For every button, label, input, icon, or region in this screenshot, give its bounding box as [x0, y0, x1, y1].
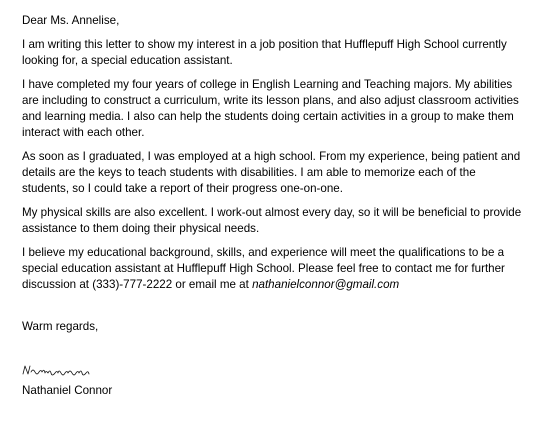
signer-name: Nathaniel Connor	[22, 384, 113, 397]
paragraph-intro: I am writing this letter to show my interest in a job position that Hufflepuff High School currently looking for, a special education assistant.	[22, 38, 507, 67]
closing: Warm regards,	[22, 320, 99, 333]
paragraph-education: I have completed my four years of college in English Learning and Teaching majors. My abilities are including to construct a curriculum, write its lesson plans, and also adjust classroom activities and learning media. I also can help the students doing certain activities in a group to make them interact with each other.	[22, 78, 519, 139]
email-address: nathanielconnor@gmail.com	[252, 278, 400, 291]
paragraph-experience: As soon as I graduated, I was employed at a high school. From my experience, being patient and details are the keys to teach students with disabilities. I am able to memorize each of the students, so I could take a report of their progress one-on-one.	[22, 150, 521, 195]
contact-text: I believe my educational background, skills, and experience will meet the qualifications to be a special education assistant at Hufflepuff High School. Please feel free to contact me for further discussion at (333)-777-2222 or email me at	[22, 246, 505, 291]
paragraph-contact	[22, 245, 522, 293]
salutation: Dear Ms. Annelise,	[22, 14, 120, 27]
handwritten-signature	[22, 363, 100, 377]
cover-letter	[22, 13, 522, 399]
paragraph-physical-skills: My physical skills are also excellent. I work-out almost every day, so it will be beneficial to provide assistance to them doing their physical needs.	[22, 206, 522, 235]
